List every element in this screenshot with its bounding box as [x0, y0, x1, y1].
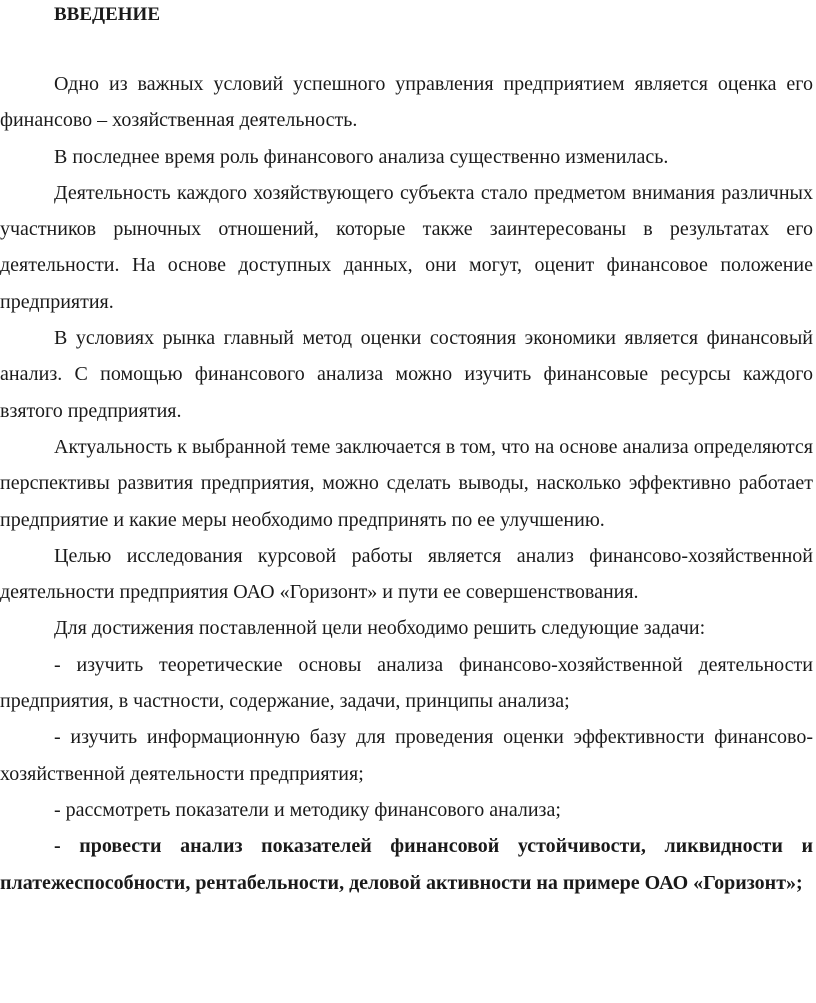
page-title: ВВЕДЕНИЕ — [54, 4, 160, 25]
paragraph-research-goal: Целью исследования курсовой работы является анализ финансово-хозяйственной деятельности предприятия ОАО «Горизонт» и пути ее совершенствования. — [0, 544, 813, 604]
task-item-analysis: - провести анализ показателей финансовой устойчивости, ликвидности и платежеспособности, рентабельности, деловой активности на примере ОАО «Горизонт»; — [0, 835, 813, 894]
paragraph-relevance: Актуальность к выбранной теме заключается в том, что на основе анализа определяются перспективы развития предприятия, можно сделать выводы, насколько эффективно работает предприятие и какие меры необходимо предпринять по ее улучшению. — [0, 435, 813, 531]
task-item-theory: - изучить теоретические основы анализа финансово-хозяйственной деятельности предприятия, в частности, содержание, задачи, принципы анализа; — [0, 653, 813, 713]
document-body — [0, 66, 813, 901]
paragraph-activity: Деятельность каждого хозяйствующего субъекта стало предметом внимания различных участников рыночных отношений, которые также заинтересованы в результатах его деятельности. На основе доступных данных, они могут, оценит финансовое положение предприятия. — [0, 181, 813, 313]
task-item-indicators: - рассмотреть показатели и методику финансового анализа; — [54, 798, 561, 821]
paragraph-intro: Одно из важных условий успешного управления предприятием является оценка его финансово – хозяйственная деятельность. — [0, 73, 813, 132]
paragraph-market-conditions: В условиях рынка главный метод оценки состояния экономики является финансовый анализ. С помощью финансового анализа можно изучить финансовые ресурсы каждого взятого предприятия. — [0, 327, 813, 422]
task-item-information-base: - изучить информационную базу для проведения оценки эффективности финансово-хозяйственной деятельности предприятия; — [0, 726, 813, 785]
paragraph-tasks-intro: Для достижения поставленной цели необходимо решить следующие задачи: — [54, 617, 706, 640]
paragraph-role-change: В последнее время роль финансового анализа существенно изменилась. — [54, 145, 669, 168]
